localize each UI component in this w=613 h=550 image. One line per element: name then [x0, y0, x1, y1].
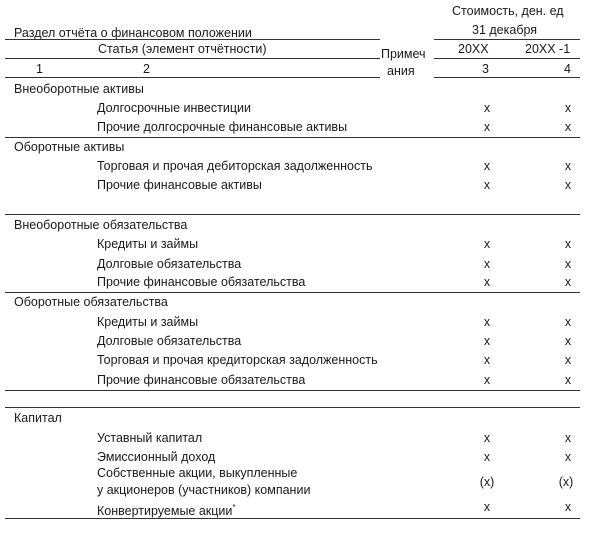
row-value-current: x [483, 101, 491, 115]
row-label-cont: у акционеров (участников) компании [97, 483, 311, 497]
row-value-prior: x [564, 257, 572, 271]
header-divider-bottom [5, 77, 380, 78]
row-label: Долгосрочные инвестиции [97, 101, 251, 115]
row-value-prior: (x) [558, 475, 574, 489]
row-value-prior: x [564, 450, 572, 464]
row-value-current: x [483, 373, 491, 387]
section-column-header: Раздел отчёта о финансовом положении [14, 26, 252, 40]
row-value-current: x [483, 120, 491, 134]
column-number-1: 1 [36, 62, 43, 76]
row-value-current: x [483, 178, 491, 192]
section-divider [5, 137, 580, 138]
row-value-prior: x [564, 315, 572, 329]
row-value-prior: x [564, 178, 572, 192]
note-column-header: Примеч [381, 47, 426, 61]
section-divider [5, 214, 580, 215]
row-value-prior: x [564, 353, 572, 367]
row-value-prior: x [564, 237, 572, 251]
year-current-header: 20XX [458, 42, 489, 56]
row-value-prior: x [564, 159, 572, 173]
row-value-prior: x [564, 373, 572, 387]
row-value-current: x [483, 450, 491, 464]
row-value-prior: x [564, 101, 572, 115]
row-value-current: x [483, 159, 491, 173]
header-divider-mid-values [434, 58, 580, 59]
year-prior-header: 20XX -1 [525, 42, 571, 56]
row-value-prior: x [564, 431, 572, 445]
row-value-current: (x) [479, 475, 495, 489]
section-divider [5, 292, 580, 293]
row-label-text: Конвертируемые акции [97, 504, 233, 519]
section-divider [5, 390, 580, 391]
row-label: Эмиссионный доход [97, 450, 216, 464]
row-label: Уставный капитал [97, 431, 203, 445]
row-label: Прочие финансовые обязательства [97, 275, 306, 289]
table-bottom-border [5, 518, 580, 519]
footnote-mark: * [232, 503, 236, 512]
row-label: Долговые обязательства [97, 334, 242, 348]
row-value-prior: x [564, 275, 572, 289]
column-number-3: 3 [482, 62, 489, 76]
note-column-header-cont: ания [387, 64, 415, 78]
row-label: Прочие финансовые активы [97, 178, 262, 192]
value-column-header: Стоимость, ден. ед [452, 4, 564, 18]
row-label: Кредиты и займы [97, 315, 199, 329]
header-divider-bottom-values [434, 77, 580, 78]
row-label: Торговая и прочая кредиторская задолженность [97, 353, 378, 367]
row-label: Прочие финансовые обязательства [97, 373, 306, 387]
row-value-current: x [483, 257, 491, 271]
item-column-header: Статья (элемент отчётности) [98, 42, 267, 56]
row-value-prior: x [564, 334, 572, 348]
section-title: Капитал [14, 411, 62, 425]
row-label [97, 500, 236, 519]
section-title: Оборотные активы [14, 140, 125, 154]
row-value-current: x [483, 315, 491, 329]
row-value-current: x [483, 334, 491, 348]
header-divider-top [5, 39, 380, 40]
row-label: Кредиты и займы [97, 237, 199, 251]
header-divider-mid [5, 58, 380, 59]
row-value-current: x [483, 275, 491, 289]
row-value-current: x [483, 500, 491, 514]
column-number-4: 4 [564, 62, 571, 76]
row-label: Торговая и прочая дебиторская задолженность [97, 159, 373, 173]
row-value-current: x [483, 237, 491, 251]
row-value-current: x [483, 353, 491, 367]
row-value-prior: x [564, 500, 572, 514]
section-title: Оборотные обязательства [14, 295, 168, 309]
section-title: Внеоборотные активы [14, 82, 144, 96]
row-value-current: x [483, 431, 491, 445]
row-value-prior: x [564, 120, 572, 134]
header-divider-values [434, 39, 580, 40]
column-number-2: 2 [143, 62, 150, 76]
row-label: Долговые обязательства [97, 257, 242, 271]
date-header: 31 декабря [472, 23, 538, 37]
row-label: Собственные акции, выкупленные [97, 466, 298, 480]
row-label: Прочие долгосрочные финансовые активы [97, 120, 348, 134]
section-title: Внеоборотные обязательства [14, 218, 188, 232]
section-divider [5, 407, 580, 408]
